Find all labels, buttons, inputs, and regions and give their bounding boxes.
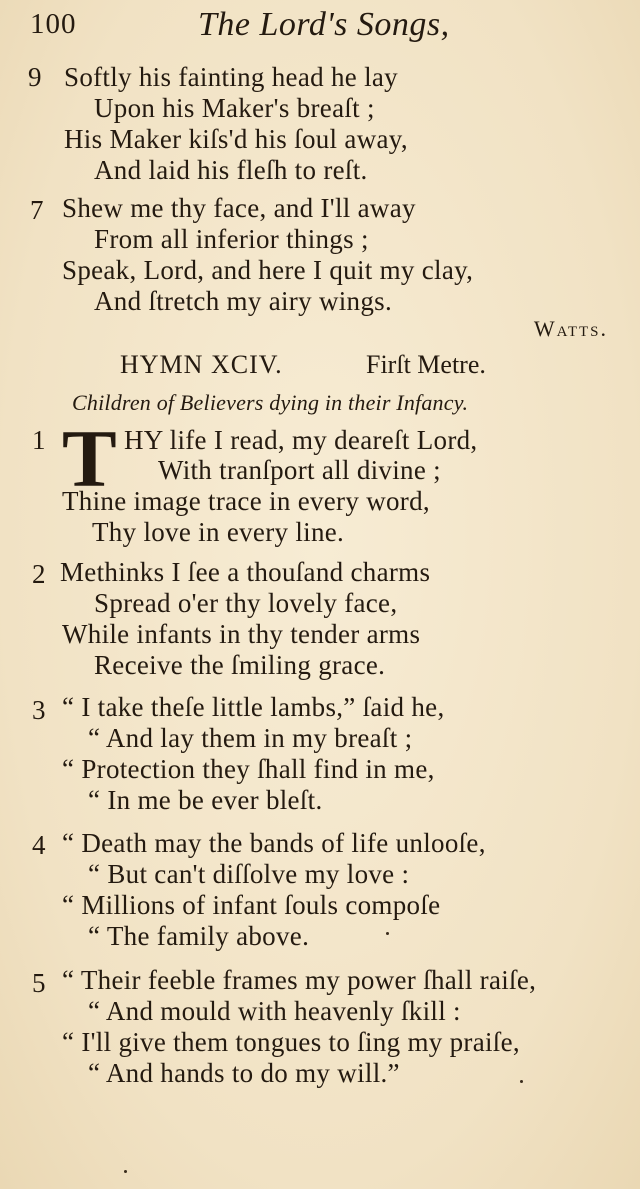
ink-speck — [386, 932, 389, 935]
verse-line: With tranſport all divine ; — [158, 455, 441, 485]
verse-line: Spread o'er thy lovely face, — [94, 588, 398, 618]
verse-line: “ But can't diſſolve my love : — [88, 859, 410, 889]
verse-line: Thine image trace in every word, — [62, 486, 430, 516]
verse-line: “ In me be ever bleſt. — [88, 785, 323, 815]
verse-line: And ſtretch my airy wings. — [94, 286, 392, 316]
stanza-number: 4 — [32, 830, 46, 860]
verse-line: “ I'll give them tongues to ſing my praiſe, — [62, 1027, 520, 1057]
stanza-number: 9 — [28, 62, 42, 92]
verse-line: Thy love in every line. — [92, 517, 345, 547]
verse-line: “ And mould with heavenly ſkill : — [88, 996, 461, 1026]
author-attribution: Watts. — [533, 316, 608, 341]
stanza-number: 1 — [32, 425, 46, 455]
stanza-number: 5 — [32, 968, 46, 998]
verse-line: While infants in thy tender arms — [62, 619, 421, 649]
verse-line: “ Their feeble frames my power ſhall raiſe, — [62, 965, 537, 995]
verse-line: And laid his fleſh to reſt. — [94, 155, 368, 185]
verse-line: Shew me thy face, and I'll away — [62, 193, 416, 223]
stanza-number: 3 — [32, 695, 46, 725]
verse-line: Softly his fainting head he lay — [64, 62, 398, 92]
verse-line: Speak, Lord, and here I quit my clay, — [62, 255, 474, 285]
verse-line: “ Protection they ſhall find in me, — [62, 754, 435, 784]
hymn-metre: Firſt Metre. — [366, 350, 486, 379]
verse-line: “ And lay them in my breaſt ; — [88, 723, 413, 753]
verse-line: “ And hands to do my will.” — [88, 1058, 400, 1088]
verse-line: Upon his Maker's breaſt ; — [94, 93, 375, 123]
verse-line: Receive the ſmiling grace. — [94, 650, 386, 680]
verse-line: Methinks I ſee a thouſand charms — [60, 557, 431, 587]
hymn-subtitle: Children of Believers dying in their Infancy. — [72, 390, 469, 415]
verse-line: “ I take theſe little lambs,” ſaid he, — [62, 692, 445, 722]
stanza-number: 2 — [32, 559, 46, 589]
verse-line: From all inferior things ; — [94, 224, 369, 254]
verse-line: “ Millions of infant ſouls compoſe — [62, 890, 441, 920]
ink-speck — [124, 1170, 127, 1173]
stanza-number: 7 — [30, 195, 44, 225]
ink-speck — [520, 1080, 523, 1083]
page-number: 100 — [30, 8, 77, 40]
verse-line: “ The family above. — [88, 921, 310, 951]
drop-cap: T — [62, 413, 117, 504]
verse-line: HY life I read, my deareſt Lord, — [124, 425, 478, 455]
verse-line: His Maker kiſs'd his ſoul away, — [64, 124, 408, 154]
hymn-title: HYMN XCIV. — [120, 350, 283, 379]
running-head: The Lord's Songs, — [198, 6, 450, 43]
verse-line: “ Death may the bands of life unlooſe, — [62, 828, 486, 858]
